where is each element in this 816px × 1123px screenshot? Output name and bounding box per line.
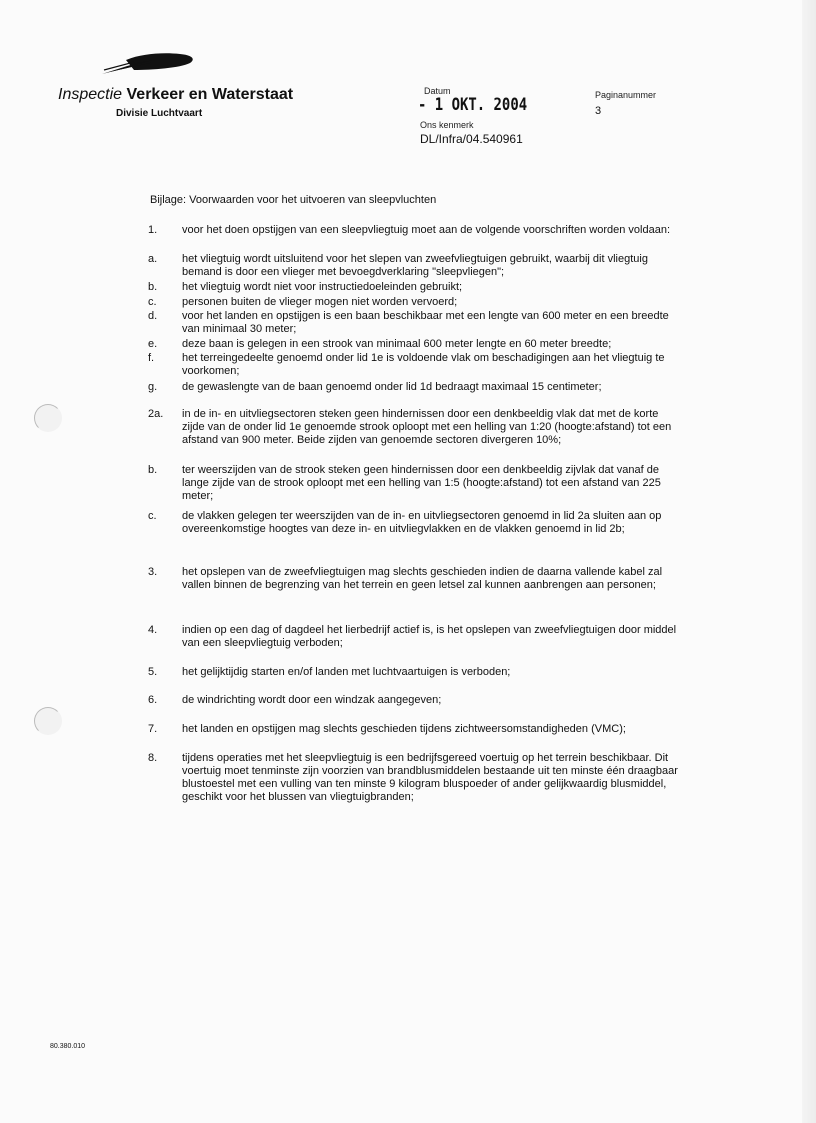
item-text: de windrichting wordt door een windzak aangegeven; bbox=[182, 694, 442, 706]
item-text: het terreingedeelte genoemd onder lid 1e is voldoende vlak om beschadigingen aan het vliegtuig te voorkomen; bbox=[182, 352, 665, 377]
item-text: het opslepen van de zweefvliegtuigen mag slechts geschieden indien de daarna vallende kabel zal vallen binnen de begrenzing van het terrein en geen letsel zal kunnen aanbrengen aan personen; bbox=[182, 566, 663, 591]
item-text: het gelijktijdig starten en/of landen met luchtvaartuigen is verboden; bbox=[182, 666, 511, 678]
item-number: b. bbox=[148, 281, 158, 293]
page-edge bbox=[802, 0, 816, 1123]
page-number-value: 3 bbox=[595, 105, 602, 117]
item-text: personen buiten de vlieger mogen niet worden vervoerd; bbox=[182, 296, 458, 308]
reference-label: Ons kenmerk bbox=[420, 120, 474, 130]
date-label: Datum bbox=[424, 86, 451, 96]
item-text: de vlakken gelegen ter weerszijden van de in- en uitvliegsectoren genoemd in lid 2a sluiten aan op overeenkomstige hoogtes van deze in- en uitvliegvlakken en de vlakken genoemd in lid 2b; bbox=[182, 510, 662, 535]
org-name-italic: Inspectie bbox=[58, 86, 123, 103]
item-number: e. bbox=[148, 338, 158, 350]
item-text: ter weerszijden van de strook steken geen hindernissen door een denkbeeldig zijvlak dat vanaf de lange zijde van de strook oploopt met een helling van 1:5 (hoogte:afstand) tot een afstand van 225 meter; bbox=[182, 464, 661, 502]
item-text: de gewaslengte van de baan genoemd onder lid 1d bedraagt maximaal 15 centimeter; bbox=[182, 381, 602, 393]
page-number-label: Paginanummer bbox=[595, 90, 657, 100]
punch-hole bbox=[34, 404, 62, 432]
item-number: 3. bbox=[148, 566, 158, 578]
item-number: 2a. bbox=[148, 408, 164, 420]
item-text: indien op een dag of dagdeel het lierbedrijf actief is, is het opslepen van zweefvliegtuigen door middel van een sleepvliegtuig verboden; bbox=[182, 624, 677, 649]
item-number: 6. bbox=[148, 694, 158, 706]
item-text: het vliegtuig wordt uitsluitend voor het slepen van zweefvliegtuigen gebruikt, waarbij dit vliegtuig bemand is door een vlieger met bevoegdverklaring "sleepvliegen"; bbox=[182, 253, 648, 278]
item-text: voor het landen en opstijgen is een baan beschikbaar met een lengte van 600 meter en een breedte van minimaal 30 meter; bbox=[182, 310, 669, 335]
item-text: voor het doen opstijgen van een sleepvliegtuig moet aan de volgende voorschriften worden voldaan: bbox=[182, 224, 670, 236]
item-number: b. bbox=[148, 464, 158, 476]
item-number: d. bbox=[148, 310, 158, 322]
organisation-name bbox=[58, 86, 293, 104]
jet-swoosh-logo bbox=[100, 50, 196, 78]
division-name: Divisie Luchtvaart bbox=[116, 108, 203, 119]
item-number: a. bbox=[148, 253, 158, 265]
subject-line: Bijlage: Voorwaarden voor het uitvoeren van sleepvluchten bbox=[150, 194, 437, 206]
date-stamp: - 1 OKT. 2004 bbox=[418, 95, 528, 115]
item-text: in de in- en uitvliegsectoren steken geen hindernissen door een denkbeeldig vlak dat met de korte zijde van de onder lid 1e genoemde strook oploopt met een helling van 1:20 (hoogte:afstand) tot een afstand van 900 meter. Beide zijden van genoemde sectoren divergeren 10%; bbox=[182, 408, 672, 446]
item-number: 1. bbox=[148, 224, 158, 236]
item-number: 4. bbox=[148, 624, 158, 636]
item-number: 8. bbox=[148, 752, 158, 764]
item-text: tijdens operaties met het sleepvliegtuig is een bedrijfsgereed voertuig op het terrein beschikbaar. Dit voertuig moet tenminste zijn voorzien van brandblusmiddelen bestaande uit ten minste één draagbaar blustoestel met een vulling van ten minste 9 kilogram bluspoeder of ander gelijkwaardig blusmiddel, geschikt voor het blussen van vliegtuigbranden; bbox=[182, 752, 678, 803]
item-text: het landen en opstijgen mag slechts geschieden tijdens zichtweersomstandigheden (VMC); bbox=[182, 723, 626, 735]
item-number: f. bbox=[148, 352, 155, 364]
punch-hole bbox=[34, 707, 62, 735]
org-name-bold: Verkeer en Waterstaat bbox=[126, 86, 294, 103]
item-number: 5. bbox=[148, 666, 158, 678]
item-number: c. bbox=[148, 296, 157, 308]
item-number: 7. bbox=[148, 723, 158, 735]
item-text: het vliegtuig wordt niet voor instructiedoeleinden gebruikt; bbox=[182, 281, 463, 293]
item-text: deze baan is gelegen in een strook van minimaal 600 meter lengte en 60 meter breedte; bbox=[182, 338, 612, 350]
form-code: 80.380.010 bbox=[50, 1043, 86, 1050]
reference-value: DL/Infra/04.540961 bbox=[420, 132, 523, 146]
item-number: g. bbox=[148, 381, 158, 393]
item-number: c. bbox=[148, 510, 157, 522]
